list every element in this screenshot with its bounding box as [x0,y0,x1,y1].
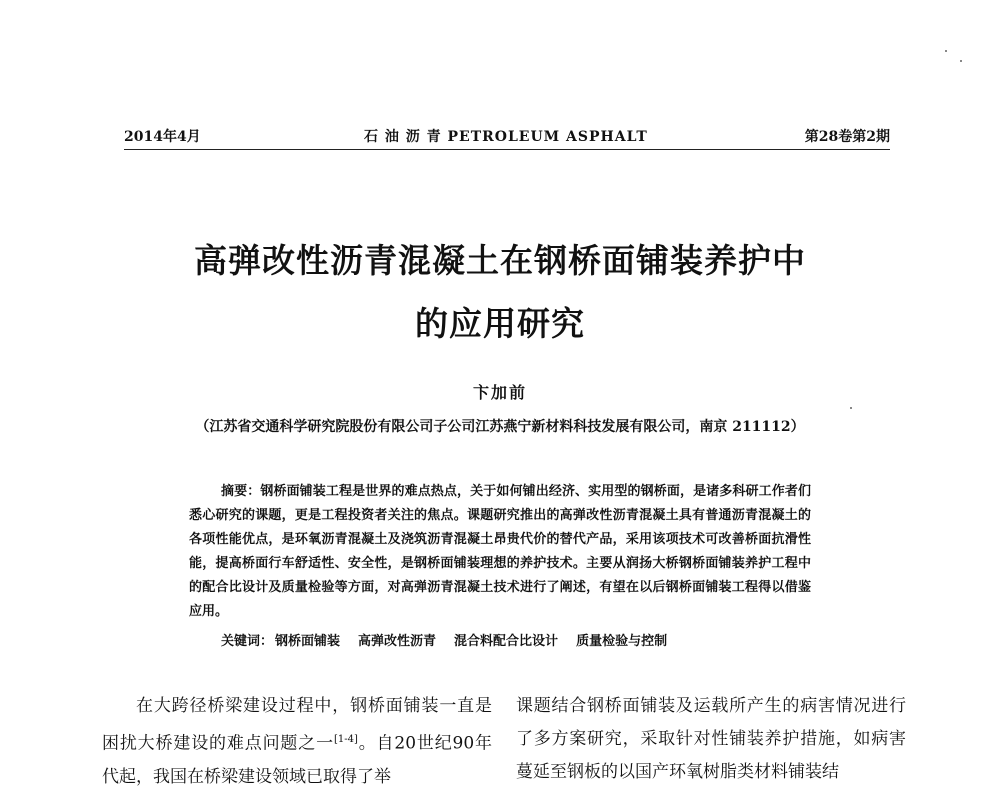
abstract-label: 摘要： [221,484,261,499]
header-date: 2014年4月 [124,129,201,145]
author: 卞加前 [472,383,527,402]
header-volume: 第28卷第2期 [804,129,890,145]
running-header [124,124,890,148]
keyword-2: 高弹改性沥青 [358,634,437,649]
body-paragraph-right: 课题结合钢桥面铺装及运载所产生的病害情况进行了多方案研究，采取针对性铺装养护措施，如病害蔓延至钢板的以国产环氧树脂类材料铺装结 [516,696,906,782]
keyword-3: 混合料配合比设计 [454,634,559,649]
abstract-indent [189,484,221,499]
keywords [221,630,685,649]
scan-speck [850,407,852,409]
body-column-right [516,690,906,789]
paper-title-line2: 的应用研究 [415,304,585,343]
body-paragraph-left [102,690,492,794]
abstract-text: 钢桥面铺装工程是世界的难点热点，关于如何铺出经济、实用型的钢桥面，是诸多科研工作者们悉心研究的课题，更是工程投资者关注的焦点。课题研究推出的高弹改性沥青混凝土具有普通沥青混凝土的各项性能优点，是环氧沥青混凝土及浇筑沥青混凝土昂贵代价的替代产品，采用该项技术可改善桥面抗滑性能，提高桥面行车舒适性、安全性，是钢桥面铺装理想的养护技术。主要从润扬大桥钢桥面铺装养护工程中的配合比设计及质量检验等方面，对高弹沥青混凝土技术进行了阐述，有望在以后钢桥面铺装工程得以借鉴应用。 [189,484,811,619]
header-divider [124,149,890,150]
affiliation: （江苏省交通科学研究院股份有限公司子公司江苏燕宁新材料科技发展有限公司，南京 211112） [195,419,805,435]
citation-ref: [1-4] [333,734,358,745]
keyword-4: 质量检验与控制 [576,634,668,649]
body-column-left [102,690,492,794]
paper-title-line1: 高弹改性沥青混凝土在钢桥面铺装养护中 [194,241,806,280]
keyword-1: 钢桥面铺装 [275,634,341,649]
abstract [189,480,811,624]
body-left-part1: 在大跨径桥梁建设过程中，钢桥面铺装一直是困扰大桥建设的难点问题之一 [102,696,492,754]
header-journal: 石 油 沥 青 PETROLEUM ASPHALT [364,129,648,145]
scan-speck [945,50,947,52]
keywords-label: 关键词： [221,634,274,649]
body-left-part2: 。自20世纪90年代起，我国在桥梁建设领域已取得了举 [102,733,493,787]
scan-speck [960,60,962,62]
